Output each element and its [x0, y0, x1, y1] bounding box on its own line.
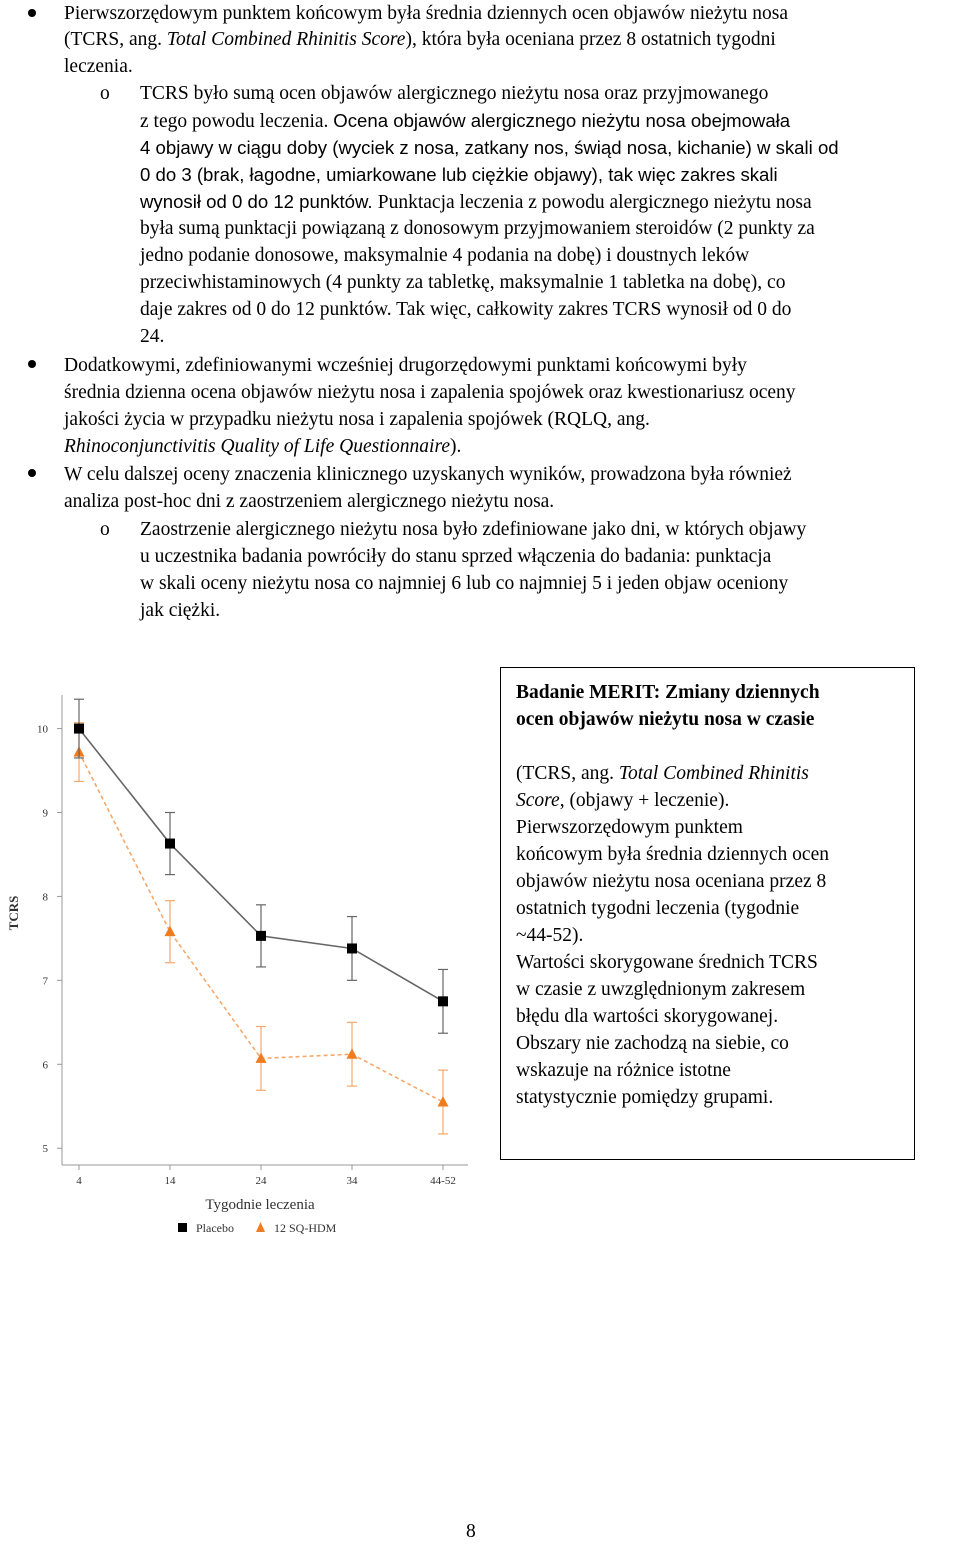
y-tick-label: 9 — [42, 807, 48, 820]
text-line: Dodatkowymi, zdefiniowanymi wcześniej drugorzędowymi punktami końcowymi były — [64, 355, 747, 376]
text-line: średnia dzienna ocena objawów nieżytu nosa i zapalenia spojówek oraz kwestionariusz oceny — [64, 382, 796, 403]
bullet-marker — [28, 9, 36, 17]
data-point-triangle — [165, 926, 176, 937]
text-line: 4 objawy w ciągu doby (wyciek z nosa, zatkany nos, świąd nosa, kichanie) w skali od — [140, 137, 839, 158]
data-point-square — [165, 839, 175, 849]
bullet-marker — [28, 360, 36, 368]
caption-line: wskazuje na różnice istotne — [516, 1060, 731, 1081]
caption-line: w czasie z uwzględnionym zakresem — [516, 979, 806, 1000]
text-line: W celu dalszej oceny znaczenia klinicznego uzyskanych wyników, prowadzona była również — [64, 464, 792, 485]
chart-series — [74, 699, 449, 1134]
x-tick-label: 24 — [255, 1175, 267, 1187]
caption-line: (TCRS, ang. Total Combined Rhinitis — [516, 763, 809, 784]
x-axis-label: Tygodnie leczenia — [205, 1197, 315, 1213]
caption-line: końcowym była średnia dziennych ocen — [516, 844, 829, 865]
text-line: TCRS było sumą ocen objawów alergicznego nieżytu nosa oraz przyjmowanego — [140, 83, 769, 104]
text-line: 0 do 3 (brak, łagodne, umiarkowane lub ciężkie objawy), tak więc zakres skali — [140, 164, 778, 185]
text-line: była sumą punktacji powiązaną z donosowym przyjmowaniem steroidów (2 punkty za — [140, 218, 815, 239]
legend-label: 12 SQ-HDM — [274, 1221, 337, 1235]
x-axis-ticks — [76, 1165, 456, 1187]
chart-legend — [178, 1221, 337, 1235]
data-point-square — [74, 724, 84, 734]
bullet-marker — [28, 469, 36, 477]
y-tick-label: 10 — [37, 723, 48, 736]
caption-line: Pierwszorzędowym punktem — [516, 817, 743, 838]
italic-term: Total Combined Rhinitis Score — [166, 29, 406, 50]
y-axis-label: TCRS — [6, 895, 21, 931]
text-line: 24. — [140, 326, 165, 347]
caption-title: ocen objawów nieżytu nosa w czasie — [516, 709, 815, 730]
text-line: z tego powodu leczenia. Ocena objawów alergicznego nieżytu nosa obejmowała — [140, 110, 791, 132]
x-tick-label: 4 — [76, 1175, 82, 1187]
legend-marker-square — [178, 1223, 187, 1232]
caption-line: ~44-52). — [516, 925, 584, 946]
data-point-square — [438, 996, 448, 1006]
caption-line: Wartości skorygowane średnich TCRS — [516, 952, 818, 973]
data-point-square — [347, 943, 357, 953]
text-line: Rhinoconjunctivitis Quality of Life Questionnaire). — [64, 436, 462, 457]
text-line: wynosił od 0 do 12 punktów. Punktacja leczenia z powodu alergicznego nieżytu nosa — [140, 191, 812, 213]
text-line: analiza post-hoc dni z zaostrzeniem alergicznego nieżytu nosa. — [64, 491, 555, 512]
tcrs-line-chart — [0, 665, 475, 1245]
data-point-square — [256, 931, 266, 941]
x-tick-label: 44-52 — [430, 1175, 456, 1187]
data-point-triangle — [347, 1048, 358, 1059]
y-axis-ticks — [37, 724, 62, 1156]
legend-label: Placebo — [196, 1221, 234, 1235]
sub-bullet-marker: o — [100, 83, 110, 104]
sub-bullet-marker: o — [100, 519, 110, 540]
caption-line: Score, (objawy + leczenie). — [516, 790, 730, 811]
y-tick-label: 5 — [42, 1143, 48, 1156]
caption-line: Obszary nie zachodzą na siebie, co — [516, 1033, 789, 1054]
series-placebo — [74, 699, 448, 1033]
legend-marker-triangle — [256, 1222, 265, 1232]
x-tick-label: 14 — [164, 1175, 176, 1187]
page-number: 8 — [466, 1521, 476, 1542]
text-line: jak ciężki. — [140, 600, 221, 621]
caption-line: objawów nieżytu nosa oceniana przez 8 — [516, 871, 827, 892]
text-line: jakości życia w przypadku nieżytu nosa i zapalenia spojówek (RQLQ, ang. — [64, 409, 650, 430]
text-line: Pierwszorzędowym punktem końcowym była średnia dziennych ocen objawów nieżytu nosa — [64, 3, 789, 24]
x-tick-label: 34 — [346, 1175, 358, 1187]
text-line: przeciwhistaminowych (4 punkty za tabletkę, maksymalnie 1 tabletka na dobę), co — [140, 272, 786, 293]
caption-line: statystycznie pomiędzy grupami. — [516, 1087, 774, 1108]
y-tick-label: 8 — [42, 891, 48, 904]
caption-line: błędu dla wartości skorygowanej. — [516, 1006, 779, 1027]
text-line: u uczestnika badania powróciły do stanu sprzed włączenia do badania: punktacja — [140, 546, 772, 567]
caption-title: Badanie MERIT: Zmiany dziennych — [516, 682, 820, 703]
chart-axes — [62, 695, 468, 1165]
text-line: Zaostrzenie alergicznego nieżytu nosa było zdefiniowane jako dni, w których objawy — [140, 519, 807, 540]
data-point-triangle — [438, 1096, 449, 1107]
text-line: (TCRS, ang. Total Combined Rhinitis Score), która była oceniana przez 8 ostatnich tygodni — [64, 29, 776, 50]
y-tick-label: 7 — [42, 975, 48, 988]
text-line: w skali oceny nieżytu nosa co najmniej 6 lub co najmniej 5 i jeden objaw oceniony — [140, 573, 789, 594]
y-tick-label: 6 — [42, 1059, 48, 1072]
italic-term: Rhinoconjunctivitis Quality of Life Questionnaire — [64, 436, 450, 457]
text-line: leczenia. — [64, 56, 133, 77]
text-line: jedno podanie donosowe, maksymalnie 4 podania na dobę) i doustnych leków — [140, 245, 750, 266]
caption-line: ostatnich tygodni leczenia (tygodnie — [516, 898, 800, 919]
text-line: daje zakres od 0 do 12 punktów. Tak więc, całkowity zakres TCRS wynosił od 0 do — [140, 299, 792, 320]
figure-caption-box — [500, 667, 915, 1160]
